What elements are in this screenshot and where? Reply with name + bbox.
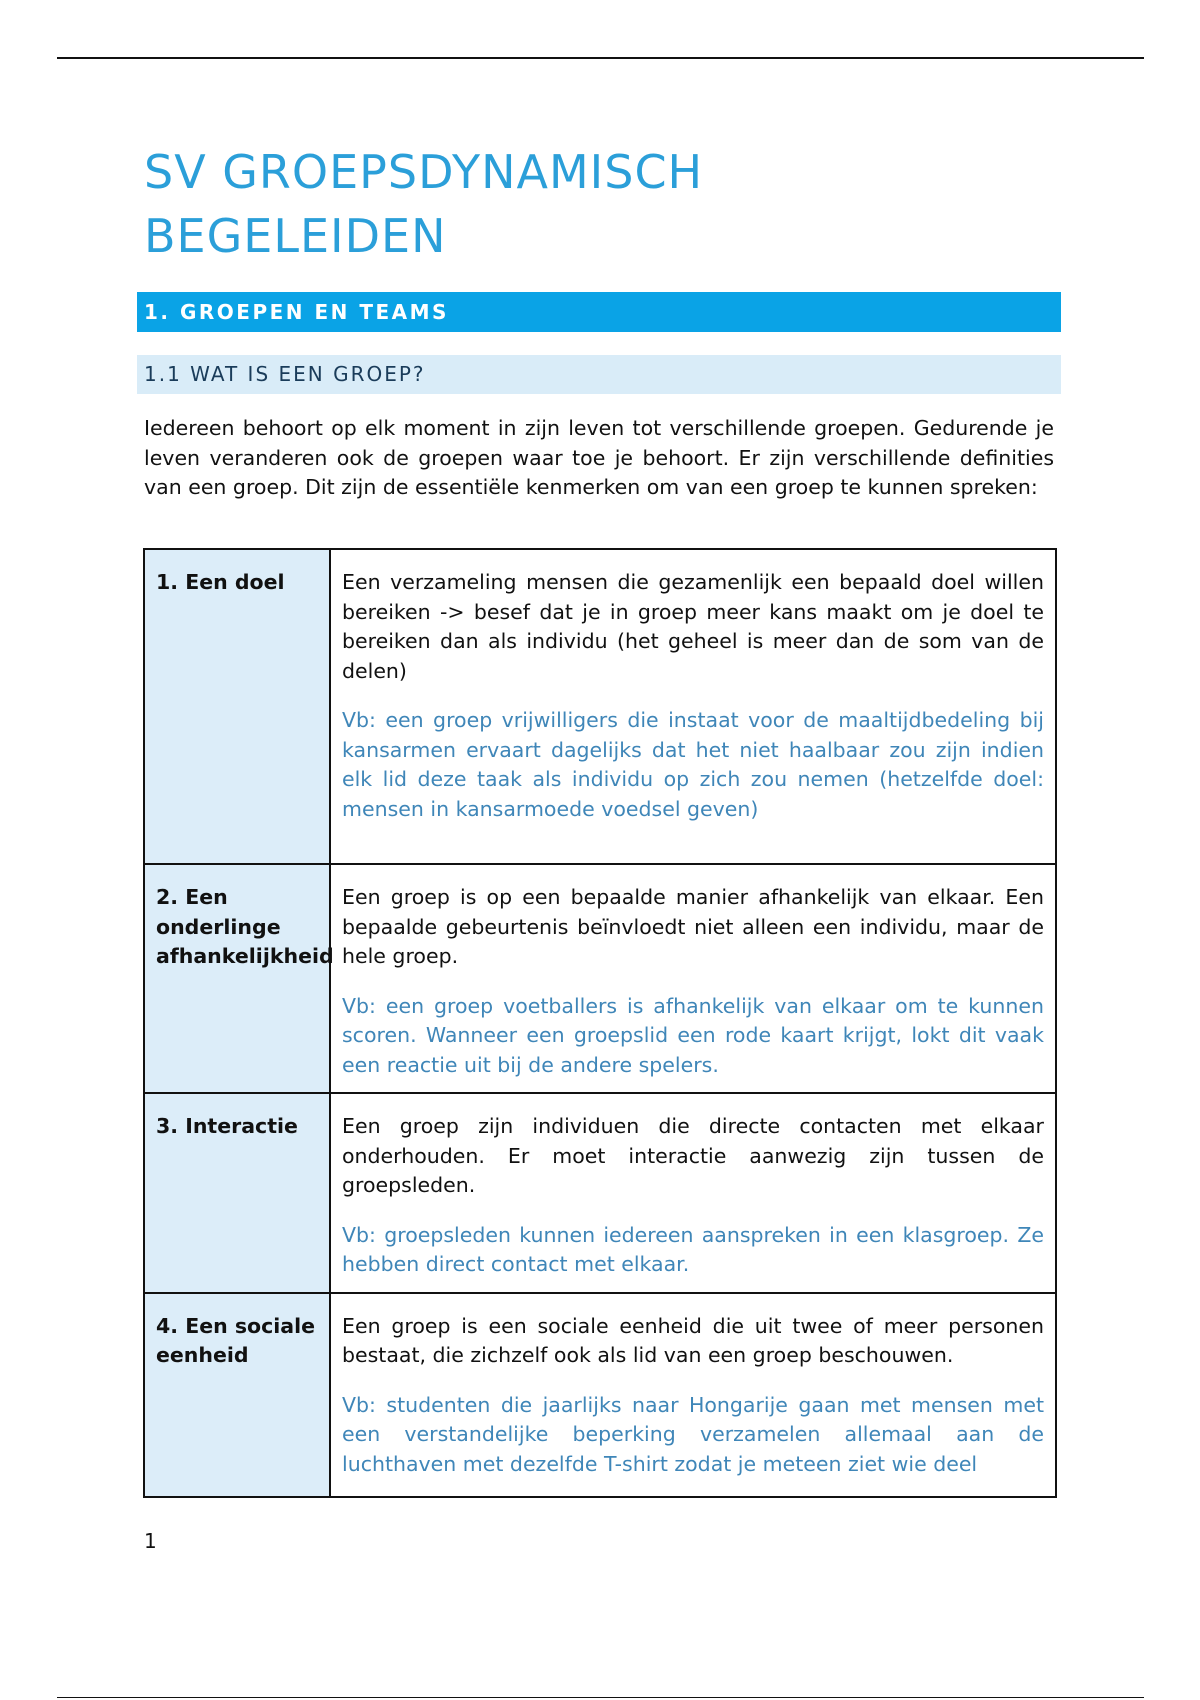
table-row: [144, 549, 1056, 864]
title-line-2: BEGELEIDEN: [144, 209, 447, 263]
row-content: [330, 549, 1056, 864]
intro-paragraph: Iedereen behoort op elk moment in zijn leven tot verschillende groepen. Gedurende je leven veranderen ook de groepen waar toe je behoort. Er zijn verschillende definities van een groep. Dit zijn de essentiële kenmerken om van een groep te kunnen spreken:: [144, 416, 1054, 499]
row-label: 4. Een sociale eenheid: [144, 1293, 330, 1497]
row-definition: Een groep is op een bepaalde manier afhankelijk van elkaar. Een bepaalde gebeurtenis beïnvloedt niet alleen een individu, maar de hele groep.: [342, 885, 1044, 968]
row-definition: Een groep is een sociale eenheid die uit twee of meer personen bestaat, die zichzelf ook als lid van een groep beschouwen.: [342, 1313, 1044, 1367]
header-rule: [57, 57, 1144, 59]
footer-rule: [57, 1697, 1144, 1698]
row-example: Vb: groepsleden kunnen iedereen aanspreken in een klasgroep. Ze hebben direct contact met elkaar.: [342, 1222, 1044, 1276]
table-row: [144, 1293, 1056, 1497]
row-definition: Een groep zijn individuen die directe contacten met elkaar onderhouden. Er moet interactie aanwezig zijn tussen de groepsleden.: [342, 1114, 1044, 1197]
row-definition: Een verzameling mensen die gezamenlijk een bepaald doel willen bereiken -> besef dat je in groep meer kans maakt om je doel te bereiken dan als individu (het geheel is meer dan de som van de delen): [342, 570, 1044, 683]
row-label: 2. Een onderlinge afhankelijkheid: [144, 864, 330, 1093]
kenmerken-table: [143, 548, 1057, 1498]
table-row: [144, 1093, 1056, 1293]
row-content: [330, 864, 1056, 1093]
table-row: [144, 864, 1056, 1093]
row-label: 1. Een doel: [144, 549, 330, 864]
row-example: Vb: een groep vrijwilligers die instaat voor de maaltijdbedeling bij kansarmen ervaart dagelijks dat het niet haalbaar zou zijn indien elk lid deze taak als individu op zich zou nemen (hetzelfde doel: mensen in kansarmoede voedsel geven): [342, 708, 1044, 821]
row-content: [330, 1093, 1056, 1293]
heading-groepen-en-teams: 1. GROEPEN EN TEAMS: [137, 292, 1061, 332]
heading-wat-is-een-groep: 1.1 WAT IS EEN GROEP?: [137, 355, 1061, 394]
document-title: [144, 140, 1044, 268]
title-line-1: SV GROEPSDYNAMISCH: [144, 145, 704, 199]
row-content: [330, 1293, 1056, 1497]
row-example: Vb: een groep voetballers is afhankelijk van elkaar om te kunnen scoren. Wanneer een groepslid een rode kaart krijgt, lokt dit vaak een reactie uit bij de andere spelers.: [342, 993, 1044, 1077]
row-example: Vb: studenten die jaarlijks naar Hongarije gaan met mensen met een verstandelijke beperking verzamelen allemaal aan de luchthaven met dezelfde T-shirt zodat je meteen ziet wie deel: [342, 1392, 1044, 1476]
page-number: 1: [144, 1529, 157, 1553]
row-label: 3. Interactie: [144, 1093, 330, 1293]
